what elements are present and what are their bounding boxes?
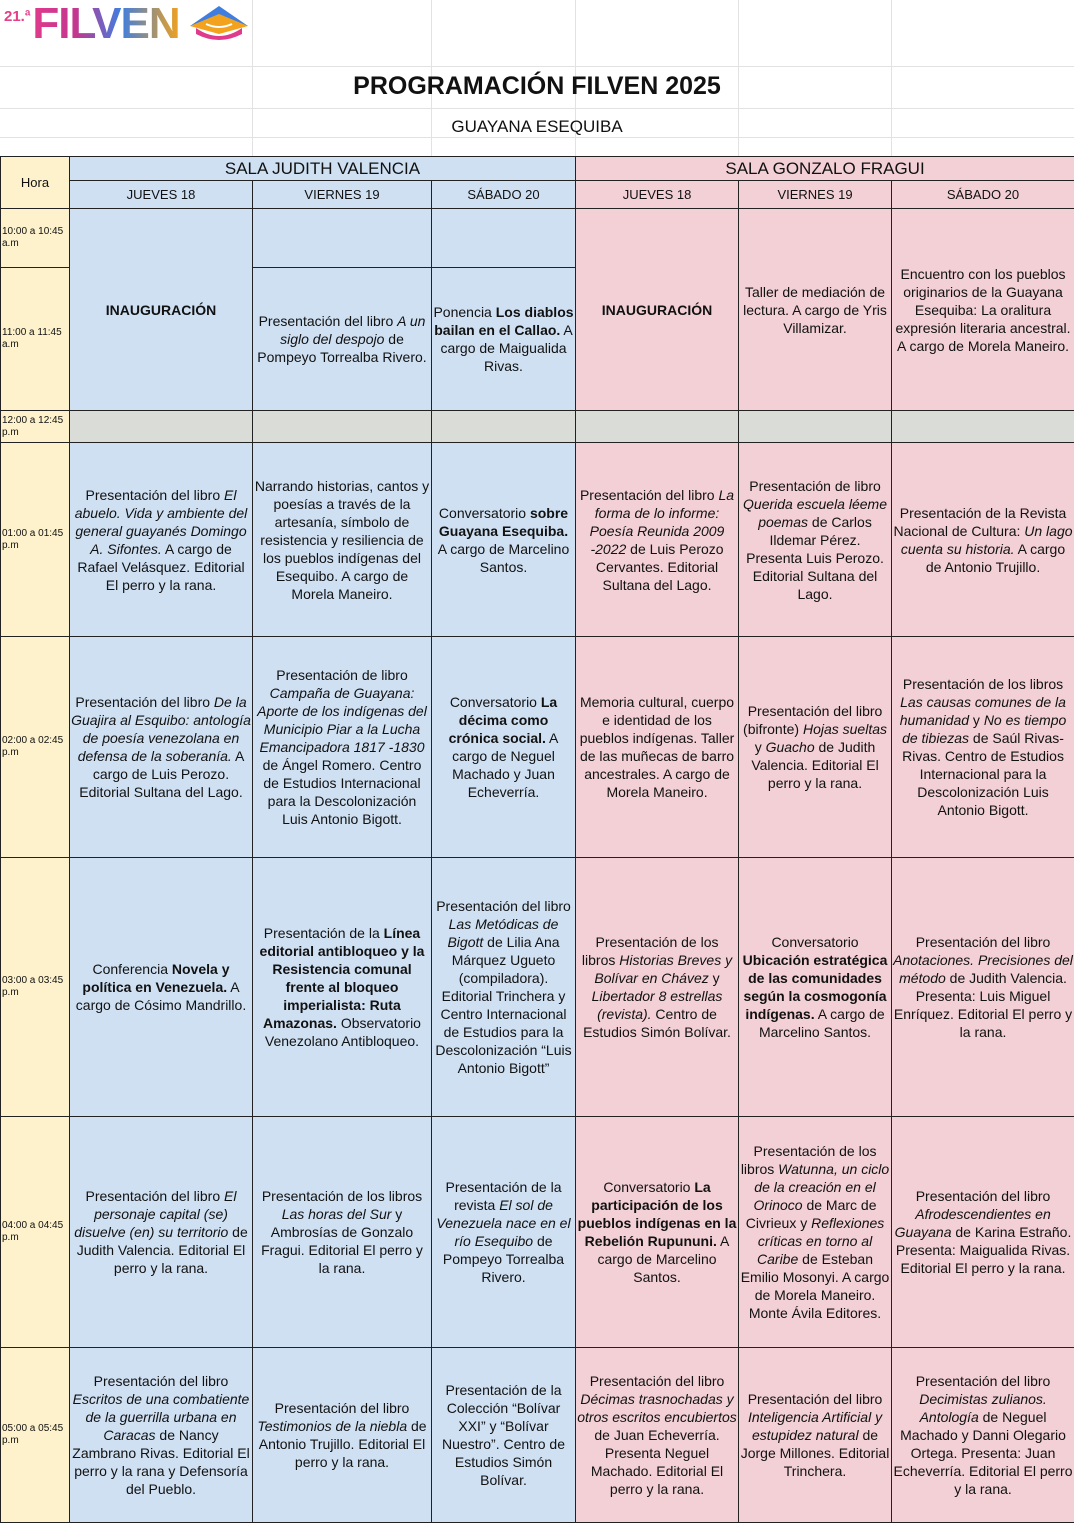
event-text: de Marc de Civrieux y xyxy=(745,1197,877,1231)
event-cell xyxy=(739,1117,892,1348)
event-text: Conversatorio xyxy=(771,934,859,950)
event-text: La décima como crónica social. xyxy=(448,694,558,746)
event-text: Inteligencia Artificial y estupidez natural xyxy=(747,1409,883,1443)
event-text: sobre Guayana Esequiba. xyxy=(438,504,569,539)
event-text: INAUGURACIÓN xyxy=(105,301,217,318)
event-text: de Juan Echeverría. Presenta Neguel Machado. Editorial El perro y la rana. xyxy=(590,1427,724,1497)
day-header: SÁBADO 20 xyxy=(432,181,576,209)
time-cell: 04:00 a 04:45 p.m xyxy=(1,1117,70,1348)
event-text: A cargo de Luis Perozo. Editorial Sultana del Lago. xyxy=(79,748,245,800)
schedule-table xyxy=(0,156,1074,1523)
event-text: y Ambrosías de Gonzalo Fragui. Editorial El perro y la rana. xyxy=(261,1206,423,1276)
event-text: A un siglo del despojo xyxy=(280,313,426,347)
event-cell xyxy=(253,1348,432,1523)
day-header: SÁBADO 20 xyxy=(892,181,1074,209)
event-cell xyxy=(739,1348,892,1523)
event-text: Guacho xyxy=(765,739,815,755)
event-text: Taller de mediación de lectura. A cargo de Yris Villamizar. xyxy=(743,283,887,336)
event-text: Ponencia xyxy=(433,304,496,320)
event-text: Libertador 8 estrellas (revista). xyxy=(591,988,723,1022)
event-cell xyxy=(892,443,1074,637)
grid-line xyxy=(0,108,1074,109)
page-subtitle: GUAYANA ESEQUIBA xyxy=(451,117,623,136)
event-text: de Judith Valencia. Editorial El perro y la rana. xyxy=(751,739,879,791)
event-text: Memoria cultural, cuerpo e identidad de los pueblos indígenas. Taller de las muñecas de barro ancestrales. A cargo de Morela Maneiro. xyxy=(579,694,735,800)
event-text: Presentación del libro xyxy=(85,486,225,503)
event-cell xyxy=(253,858,432,1117)
event-text: Encuentro con los pueblos originarios de la Guayana Esequiba: La oralitura expresión literaria ancestral. A cargo de Morela Maneiro. xyxy=(895,265,1071,354)
logo-book-icon xyxy=(186,4,252,44)
event-text: Presentación del libro xyxy=(93,1373,229,1389)
event-text: Centro de Estudios Simón Bolívar. xyxy=(583,1006,731,1040)
event-text: de Nancy Zambrano Rivas. Editorial El perro y la rana y Defensoría del Pueblo. xyxy=(72,1427,250,1497)
event-text: A cargo de Cósimo Mandrillo. xyxy=(75,979,247,1013)
event-text: Narrando historias, cantos y poesías a través de la artesanía, símbolo de resistencia y resiliencia de los pueblos indígenas del Esequibo. A cargo de Morela Maneiro. xyxy=(254,477,430,602)
event-cell xyxy=(432,268,576,411)
break-cell xyxy=(432,411,576,443)
event-text: de Esteban Emilio Mosonyi. A cargo de Morela Maneiro. Monte Ávila Editores. xyxy=(740,1251,890,1321)
grid-line xyxy=(0,66,1074,67)
event-cell xyxy=(70,1348,253,1523)
event-cell xyxy=(70,858,253,1117)
break-cell xyxy=(576,411,739,443)
event-text: El personaje capital (se) disuelve (en) su territorio xyxy=(74,1188,237,1240)
event-text: Presentación del libro xyxy=(274,1400,410,1416)
event-text: de Jorge Millones. Editorial Trinchera. xyxy=(740,1427,890,1479)
event-text: Afrodescendientes en Guayana xyxy=(894,1206,1051,1240)
event-cell xyxy=(253,1117,432,1348)
event-cell xyxy=(576,209,739,411)
event-text: A cargo de Neguel Machado y Juan Echeverría. xyxy=(452,730,559,800)
event-text: No es tiempo de tibiezas xyxy=(902,712,1067,746)
event-text: Línea editorial antibloqueo y la Resistencia comunal frente al bloqueo imperialista: Ruta Amazonas. xyxy=(259,925,425,1031)
time-cell: 01:00 a 01:45 p.m xyxy=(1,443,70,637)
event-text: Presentación del libro xyxy=(258,313,398,329)
event-text: Las Metódicas de Bigott xyxy=(447,916,559,950)
event-text: Presentación del libro xyxy=(915,1373,1051,1389)
event-text: de Judith Valencia. Presenta: Luis Miguel Enríquez. Editorial El perro y la rana. xyxy=(893,970,1073,1040)
event-cell xyxy=(892,209,1074,411)
time-cell: 12:00 a 12:45 p.m xyxy=(1,411,70,443)
event-text: Presentación del libro xyxy=(579,486,719,503)
event-text: De la Guajira al Esquibo: antología de poesía venezolana en defensa de la soberanía. xyxy=(71,694,251,764)
event-cell xyxy=(432,858,576,1117)
event-text: El sol de Venezuela nace en el río Esequibo xyxy=(436,1197,571,1249)
event-text: Novela y política en Venezuela. xyxy=(82,961,230,995)
event-text: Presentación del libro (bifronte) xyxy=(743,703,883,737)
event-text: Presentación de la Colección “Bolívar XXI” y “Bolívar Nuestro”. Centro de Estudios Simón Bolívar. xyxy=(442,1382,565,1488)
event-text: Presentación de los libros xyxy=(261,1188,423,1204)
empty-cell xyxy=(432,209,576,268)
event-cell xyxy=(576,1348,739,1523)
event-text: de Karina Estraño. Presenta: Maigualida Rivas. Editorial El perro y la rana. xyxy=(895,1224,1072,1276)
event-text: Querida escuela léeme poemas xyxy=(743,495,887,530)
event-text: A cargo de Marcelino Santos. xyxy=(437,540,570,575)
event-text: Conversatorio xyxy=(603,1179,695,1195)
event-text: de Judith Valencia. Editorial El perro y la rana. xyxy=(76,1224,248,1276)
event-text: Presentación del libro xyxy=(915,1188,1051,1204)
day-header: VIERNES 19 xyxy=(739,181,892,209)
event-text: Conferencia xyxy=(92,961,172,977)
event-text: A cargo de Marcelino Santos. xyxy=(597,1233,730,1285)
event-cell xyxy=(576,858,739,1117)
event-cell xyxy=(892,1348,1074,1523)
event-cell xyxy=(576,1117,739,1348)
event-cell xyxy=(253,637,432,858)
event-text: La forma de lo informe: Poesía Reunida 2009 -2022 xyxy=(589,486,735,557)
break-cell xyxy=(892,411,1074,443)
event-text: Conversatorio xyxy=(438,504,530,521)
event-cell xyxy=(739,443,892,637)
event-text: A cargo de Marcelino Santos. xyxy=(758,1006,885,1040)
event-cell xyxy=(253,268,432,411)
hora-header: Hora xyxy=(1,157,70,209)
event-text: de Pompeyo Torrealba Rivero. xyxy=(442,1233,565,1285)
event-text: Presentación de los libros xyxy=(902,676,1064,692)
event-text: de Antonio Trujillo. Editorial El perro y la rana. xyxy=(258,1418,427,1470)
room-header-gonzalo: SALA GONZALO FRAGUI xyxy=(576,157,1074,181)
event-text: de Neguel Machado y Danni Olegario Ortega. Presenta: Juan Echeverría. Editorial El perro y la rana. xyxy=(893,1409,1073,1497)
event-cell xyxy=(432,1117,576,1348)
event-text: Reflexiones críticas en torno al Caribe xyxy=(757,1215,885,1267)
event-text: Presentación de la Revista Nacional de Cultura: xyxy=(893,504,1067,539)
event-cell xyxy=(576,443,739,637)
time-cell: 10:00 a 10:45 a.m xyxy=(1,209,70,268)
event-text: Presentación de los libros xyxy=(581,934,719,968)
event-text: A cargo de Maigualida Rivas. xyxy=(440,322,573,374)
event-text: La participación de los pueblos indígenas en la Rebelión Rupununi. xyxy=(577,1179,737,1249)
event-cell xyxy=(739,637,892,858)
time-cell: 11:00 a 11:45 a.m xyxy=(1,268,70,411)
event-text: Presentación del libro xyxy=(75,694,214,710)
event-text: Ubicación estratégica de las comunidades según la cosmogonía indígenas. xyxy=(742,952,888,1022)
event-cell xyxy=(892,858,1074,1117)
event-text: Historias Breves y Bolívar en Chávez xyxy=(594,952,733,986)
event-text: de Pompeyo Torrealba Rivero. xyxy=(257,331,427,365)
event-text: Hojas sueltas xyxy=(802,721,887,737)
event-text: Campaña de Guayana: Aporte de los indígenas del Municipio Piar a la Lucha Emancipadora 1817 -1830 xyxy=(257,685,427,755)
event-text: Watunna, un ciclo de la creación en el Orinoco xyxy=(753,1161,890,1213)
event-text: Décimas trasnochadas y otros escritos encubiertos xyxy=(577,1391,737,1425)
event-cell xyxy=(432,443,576,637)
event-text: Presentación de los libros xyxy=(740,1143,877,1177)
event-text: y xyxy=(969,712,984,728)
event-text: Conversatorio xyxy=(449,694,541,710)
event-text: de Lilia Ana Márquez Ugueto (compiladora). Editorial Trinchera y Centro Internacional de Estudios para la Descolonización “Luis Antonio Bigott” xyxy=(435,934,572,1076)
time-cell: 05:00 a 05:45 p.m xyxy=(1,1348,70,1523)
event-cell xyxy=(70,637,253,858)
event-cell xyxy=(892,637,1074,858)
event-text: A cargo de Antonio Trujillo. xyxy=(925,540,1066,575)
event-cell xyxy=(576,637,739,858)
event-text: y xyxy=(754,739,766,755)
event-text: de Ángel Romero. Centro de Estudios Internacional para la Descolonización Luis Antonio Bigott. xyxy=(262,757,422,827)
empty-cell xyxy=(253,209,432,268)
break-cell xyxy=(739,411,892,443)
filven-logo xyxy=(4,2,252,46)
page-title: PROGRAMACIÓN FILVEN 2025 xyxy=(353,72,721,100)
time-cell: 02:00 a 02:45 p.m xyxy=(1,637,70,858)
day-header: JUEVES 18 xyxy=(70,181,253,209)
event-text: INAUGURACIÓN xyxy=(601,301,713,318)
event-text: Presentación del libro xyxy=(85,1188,225,1204)
event-text: Las horas del Sur xyxy=(281,1206,392,1222)
event-text: Presentación de libro xyxy=(276,667,408,683)
event-cell xyxy=(70,209,253,411)
event-text: Escritos de una combatiente de la guerrilla urbana en Caracas xyxy=(72,1391,250,1443)
event-cell xyxy=(739,858,892,1117)
event-text: Presentación de libro xyxy=(749,477,881,494)
grid-line xyxy=(0,137,1074,138)
event-text: de Saúl Rivas-Rivas. Centro de Estudios Internacional para la Descolonización Luis Antonio Bigott. xyxy=(902,730,1064,818)
event-cell xyxy=(70,1117,253,1348)
event-text: Presentación de la xyxy=(263,925,384,941)
break-cell xyxy=(253,411,432,443)
event-text: El abuelo. Vida y ambiente del general guayanés Domingo A. Sifontes. xyxy=(74,486,248,557)
event-text: y xyxy=(708,970,720,986)
event-cell xyxy=(739,209,892,411)
event-text: A cargo de Rafael Velásquez. Editorial El perro y la rana. xyxy=(77,540,245,593)
event-text: Anotaciones. Precisiones del método xyxy=(893,952,1073,986)
event-text: Las causas comunes de la humanidad xyxy=(899,694,1066,728)
event-text: Los diablos bailan en el Callao. xyxy=(434,304,574,338)
event-text: Presentación del libro xyxy=(589,1373,725,1389)
event-text: Presentación de la revista xyxy=(445,1179,562,1213)
event-text: Presentación del libro xyxy=(436,898,571,914)
event-text: Decimistas zulianos. Antología xyxy=(919,1391,1047,1425)
day-header: VIERNES 19 xyxy=(253,181,432,209)
room-header-judith: SALA JUDITH VALENCIA xyxy=(70,157,576,181)
event-text: Presentación del libro xyxy=(915,934,1051,950)
logo-name: FILVEN xyxy=(32,0,180,48)
event-cell xyxy=(432,637,576,858)
event-text: Observatorio Venezolano Antibloqueo. xyxy=(264,1015,421,1049)
event-text: de Carlos Ildemar Pérez. Presenta Luis Perozo. Editorial Sultana del Lago. xyxy=(746,513,884,602)
event-text: Un lago cuenta su historia. xyxy=(900,522,1073,557)
time-cell: 03:00 a 03:45 p.m xyxy=(1,858,70,1117)
event-cell xyxy=(892,1117,1074,1348)
event-text: de Luis Perozo Cervantes. Editorial Sultana del Lago. xyxy=(595,540,724,593)
logo-edition: 21.ª xyxy=(4,8,31,25)
event-text: Testimonios de la niebla xyxy=(257,1418,408,1434)
break-cell xyxy=(70,411,253,443)
event-cell xyxy=(253,443,432,637)
event-cell xyxy=(70,443,253,637)
event-cell xyxy=(432,1348,576,1523)
event-text: Presentación del libro xyxy=(747,1391,883,1407)
day-header: JUEVES 18 xyxy=(576,181,739,209)
